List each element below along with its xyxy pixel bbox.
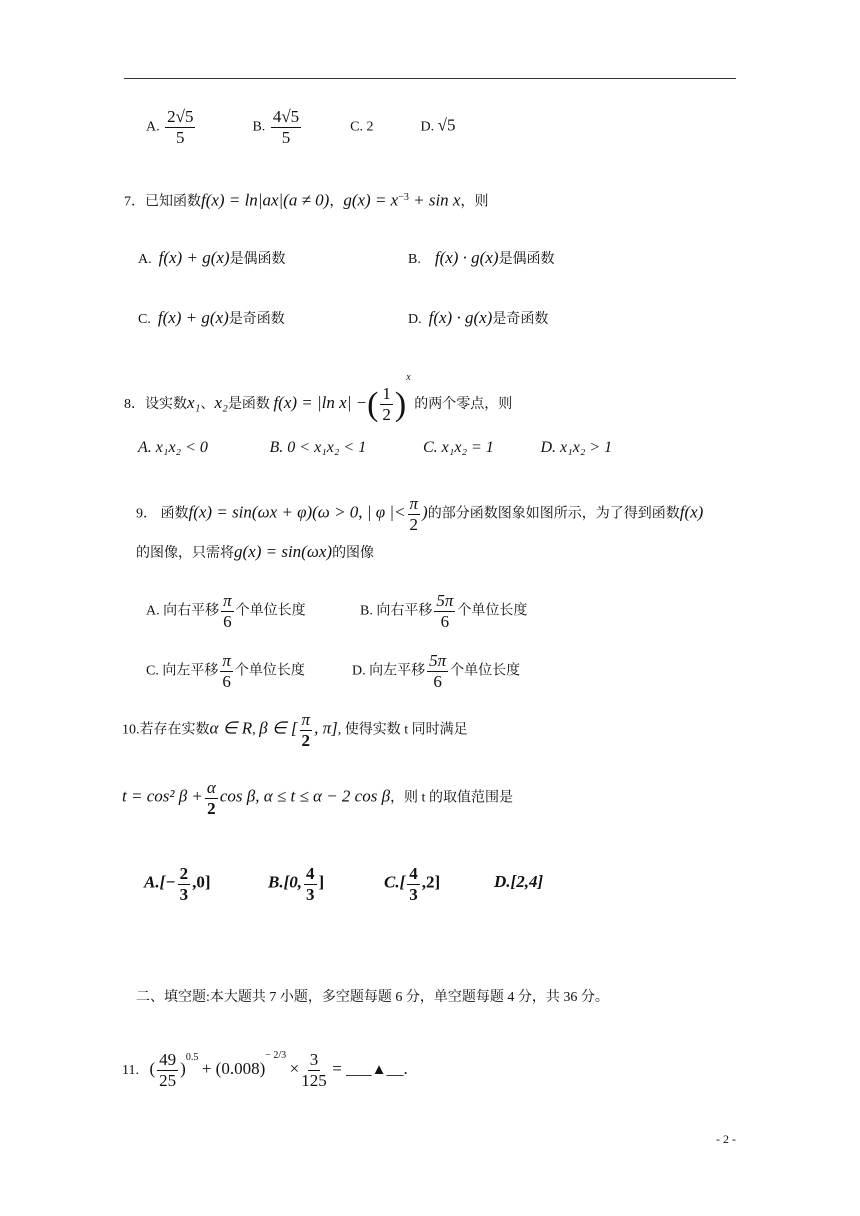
q7-stem: 7．已知函数f(x) = ln|ax|(a ≠ 0)，$g(x) = x^{-3} + \sin x$，则 (124, 190, 489, 210)
q6-options (146, 107, 455, 148)
q6-option-a-label: A. (146, 119, 160, 135)
q9-stem-line2: 的图像，只需将g(x) = sin(ωx)的图像 (136, 542, 375, 561)
q10-alpha: α ∈ R (209, 718, 253, 738)
q6-option-c: C. 2 (350, 119, 374, 135)
header-rule (124, 78, 736, 79)
q10-t-expression: t = cos² β + (122, 786, 203, 806)
q10-option-b: B.[0, $\frac{4}{3}$ ] (268, 864, 325, 904)
q7-option-c: C. f(x) + g(x)是奇函数 (138, 308, 285, 327)
q7-f-expression: f(x) = ln|ax|(a ≠ 0) (201, 190, 330, 210)
q9-option-a: A. 向右平移 $\frac{\pi}{6}$ 个单位长度 (146, 591, 306, 631)
q7-option-a: A. f(x) + g(x)是偶函数 (138, 248, 286, 267)
q9-g-expression: g(x) = sin(ωx) (234, 542, 333, 561)
q6-option-d-label: D. (420, 119, 435, 135)
q6-option-d-value: √5 (437, 115, 456, 135)
q8-f-expression: f(x) = |ln x| − (273, 393, 368, 412)
q9-option-c: C. 向左平移 $\frac{\pi}{6}$ 个单位长度 (146, 651, 305, 691)
q11: 11. ( $\frac{49}{25}$ )$^{0.5} + (0.008)^{- 2/3}$ × $\frac{3}{125}$ = ___▲__. (122, 1050, 408, 1091)
q10-stem: 10.若存在实数α ∈ R, β ∈ [ $\frac{\pi}{2}$ , π], 使得实数 t 同时满足 (122, 710, 468, 750)
q9-option-b: B. 向右平移 $\frac{5\pi}{6}$ 个单位长度 (360, 591, 528, 631)
page-number: - 2 - (716, 1132, 736, 1146)
q8-option-b: B. 0 < x₁x₂ < 1 (269, 439, 367, 456)
q9-f-expression: f(x) = sin(ωx + φ)(ω > 0, | φ |< (188, 502, 406, 522)
q10-option-c: C.[ $\frac{4}{3}$ ,2] (384, 864, 441, 904)
q8-option-a: A. x₁x₂ < 0 (138, 439, 208, 456)
q8-option-d: D. x₁x₂ > 1 (540, 439, 613, 456)
q10-option-a: A.[− $\frac{2}{3}$ ,0] (144, 864, 211, 904)
q8-options (138, 438, 612, 459)
q7-g-expression: g(x) = x (343, 190, 399, 210)
q8-option-c: C. x₁x₂ = 1 (423, 439, 494, 456)
q6-option-a-fraction: $\frac{2√5}{5}$ (167, 107, 194, 147)
q8-stem: 8．设实数x₁、x₂是函数 f(x) = |ln x| −( $\frac{1}{2}$ )$^x$ 的两个零点，则 (124, 372, 513, 425)
q7-option-b: B. f(x) · g(x)是偶函数 (408, 248, 555, 267)
q6-option-b-fraction: $\frac{4√5}{5}$ (272, 107, 300, 147)
section-2-heading: 二、填空题:本大题共 7 小题，多空题每题 6 分，单空题每题 4 分，共 36 分。 (136, 990, 609, 1005)
q7-option-d: D. f(x) · g(x)是奇函数 (408, 308, 549, 327)
q10-option-d: D.[2,4] (494, 872, 544, 891)
q10-condition: t = cos² β + $\frac{\alpha}{2}$ cos β, α ≤ t ≤ α − 2 cos β，则 t 的取值范围是 (122, 778, 513, 818)
answer-blank-triangle-icon: ▲ (371, 1062, 387, 1078)
q6-option-b-label: B. (252, 119, 266, 135)
q9-stem: 9． 函数f(x) = sin(ωx + φ)(ω > 0, | φ |< $\frac{\pi}{2}$ )的部分函数图象如图所示，为了得到函数f(x) (136, 494, 704, 534)
q9-option-d: D. 向左平移 $\frac{5\pi}{6}$ 个单位长度 (352, 651, 521, 691)
